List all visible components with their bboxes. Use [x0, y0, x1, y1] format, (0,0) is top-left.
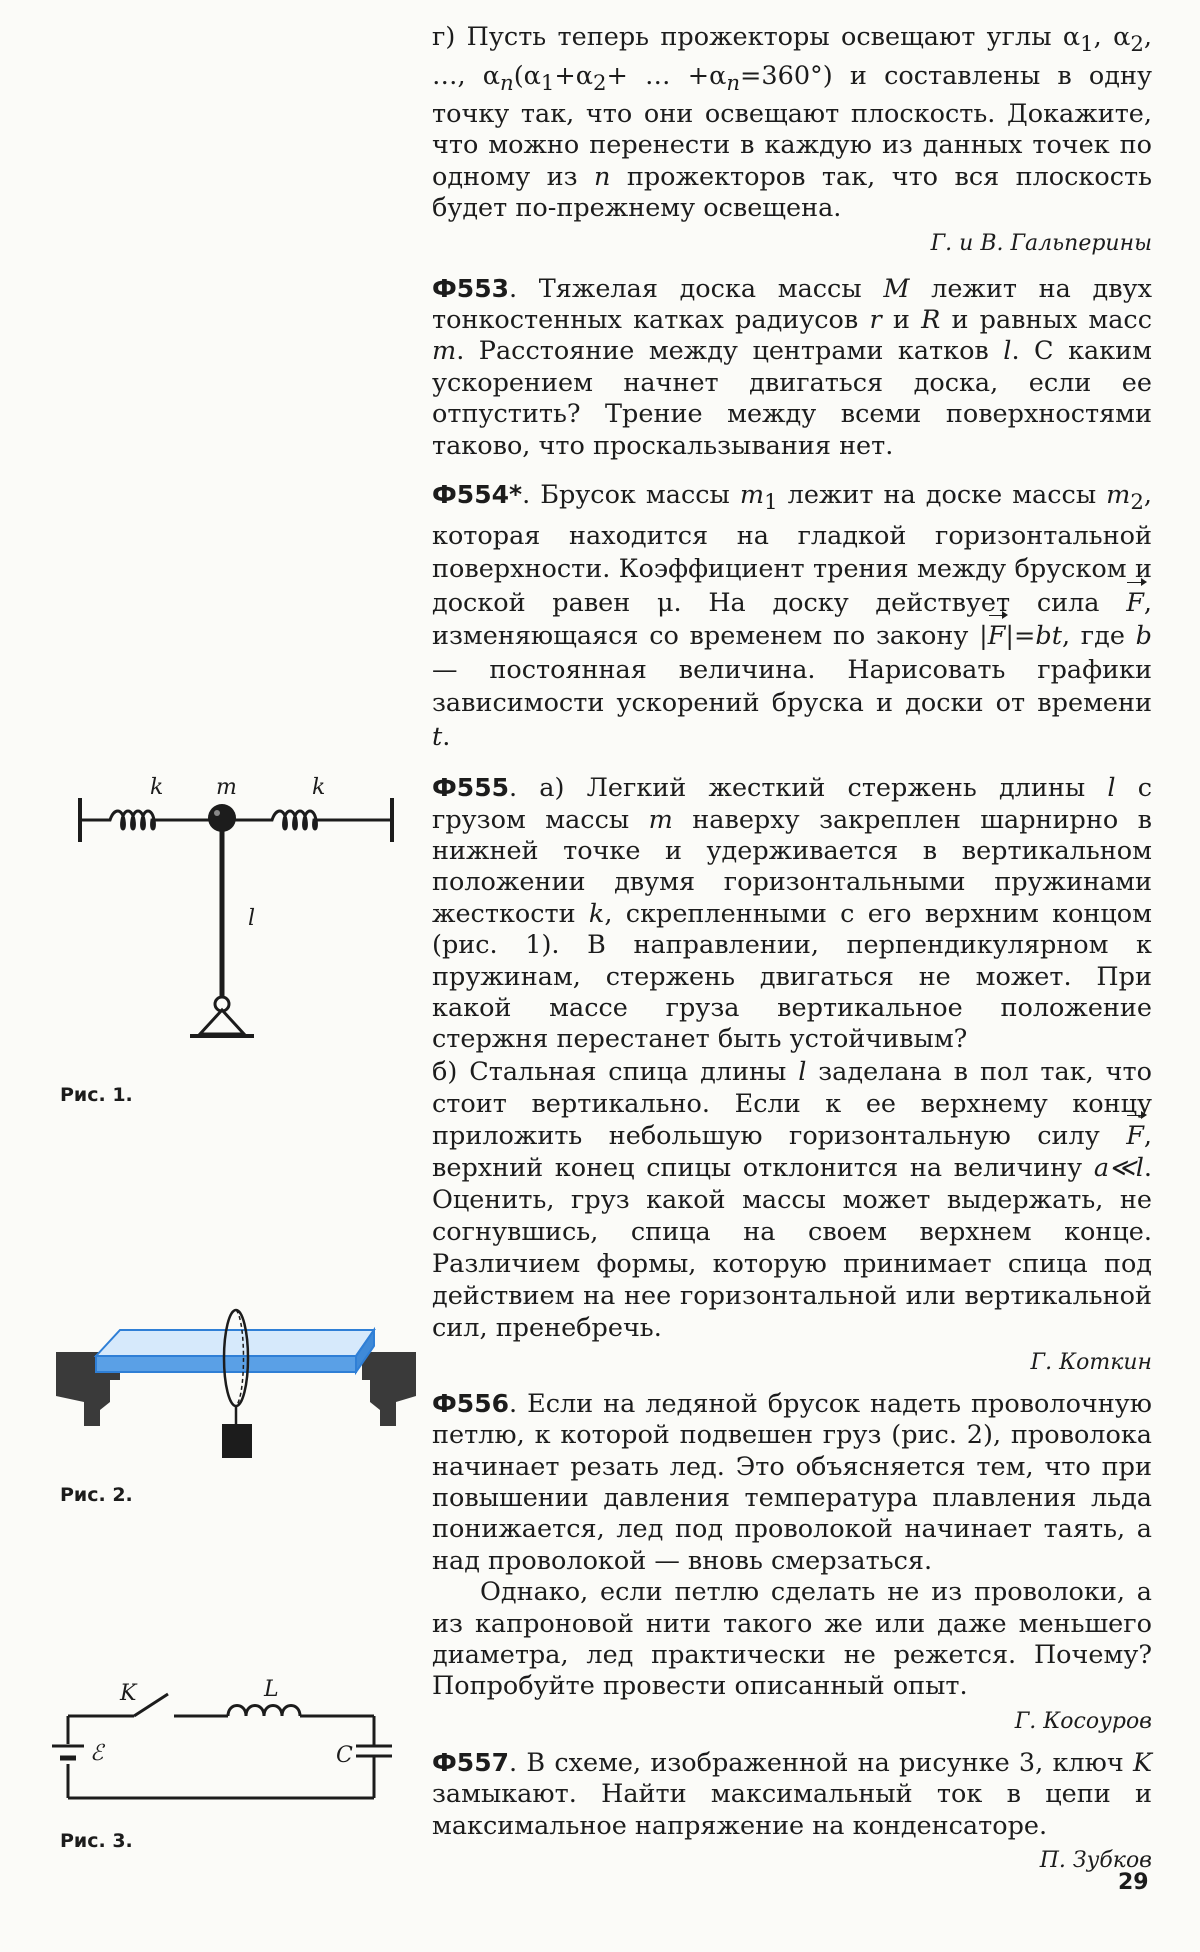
- label-K: K: [120, 1681, 137, 1706]
- label-k-left: k: [150, 775, 164, 800]
- problem-f557-id: Ф557: [432, 1747, 509, 1777]
- figure-1-spring-rod: [50, 770, 410, 1050]
- key-switch: [134, 1694, 168, 1716]
- problem-f556-paragraph-2: Однако, если петлю сделать не из проволоки, а из капроновой нити такого же или даже меньшего диаметра, лед практически не режется. Почему? Попробуйте провести описанный опыт.: [432, 1577, 1152, 1702]
- figure-3-circuit: [50, 1677, 410, 1810]
- hanging-weight: [222, 1424, 252, 1458]
- inductor-coil: [228, 1706, 300, 1717]
- problem-f555-id: Ф555: [432, 773, 509, 803]
- mass-ball: [208, 804, 236, 832]
- page-number: 29: [1118, 1870, 1149, 1895]
- problem-f555-a: Ф555. а) Легкий жесткий стержень длины l с грузом массы m наверху закреплен шарнирно в нижней точке и удерживается в вертикальном положении двумя горизонтальными пружинами жесткости k, скрепленными с его верхним концом (рис. 1). В направлении, перпендикулярном к пружинам, стержень двигаться не может. При какой массе груза вертикальное положение стержня перестанет быть устойчивым?: [432, 773, 1152, 1055]
- ice-top: [96, 1330, 374, 1356]
- problem-g-author: Г. и В. Гальперины: [930, 230, 1152, 256]
- problem-f553-id: Ф553: [432, 273, 509, 303]
- problem-f554-id: Ф554*: [432, 480, 523, 510]
- label-m: m: [216, 775, 237, 800]
- problem-f554: Ф554*. Брусок массы $m_1$ лежит на доске массы $m_2$, которая находится на гладкой горизонтальной поверхности. Коэффициент трения между бруском и доской равен μ. На доску действует сила F, изменяющаяся со временем по закону |F|=bt, где b — постоянная величина. Нарисовать графики зависимости ускорений бруска и доски от времени t.: [432, 480, 1152, 752]
- figure-3-caption: Рис. 3.: [60, 1830, 133, 1852]
- problem-f557-author: П. Зубков: [1039, 1848, 1152, 1874]
- figure-2-caption: Рис. 2.: [60, 1484, 133, 1506]
- label-l: l: [248, 906, 256, 931]
- label-E: ℰ: [90, 1741, 104, 1766]
- problem-f556: Ф556. Если на ледяной брусок надеть проволочную петлю, к которой подвешен груз (рис. 2), проволока начинает резать лед. Это объясняется тем, что при повышении давления температура плавления льда понижается, лед под проволокой начинает таять, а над проволокой — вновь смерзаться.: [432, 1388, 1152, 1576]
- force-vector: F: [988, 620, 1006, 654]
- problem-f557: Ф557. В схеме, изображенной на рисунке 3, ключ K замыкают. Найти максимальный ток в цепи и максимальное напряжение на конденсаторе.: [432, 1747, 1152, 1841]
- force-vector: F: [1126, 1120, 1144, 1151]
- problem-g-text: г) Пусть теперь прожекторы освещают углы $\alpha_1$, $\alpha_2$, …, $\alpha_n(\alpha_1+\alpha_2+$ … $+\alpha_n=360^\circ$) и составлены в одну точку так, что они освещают плоскость. Докажите, что можно перенести в каждую из данных точек по одному из n прожекторов так, что вся плоскость будет по-прежнему освещена.: [432, 22, 1153, 224]
- force-vector: F: [1126, 587, 1144, 621]
- ice-front: [96, 1356, 356, 1372]
- problem-f555-b: б) Стальная спица длины l заделана в пол так, что стоит вертикально. Если к ее верхнему концу приложить небольшую горизонтальную силу F, верхний конец спицы отклонится на величину a≪l. Оценить, груз какой массы может выдержать, не согнувшись, спица на своем верхнем конце. Различием формы, которую принимает спица под действием на нее горизонтальной или вертикальной сил, пренебречь.: [432, 1056, 1152, 1343]
- problem-f556-id: Ф556: [432, 1388, 509, 1418]
- text-column: [432, 22, 1152, 1886]
- label-C: C: [336, 1743, 353, 1768]
- label-L: L: [264, 1677, 279, 1702]
- label-k-right: k: [312, 775, 326, 800]
- problem-f553: Ф553. Тяжелая доска массы M лежит на двух тонкостенных катках радиусов r и R и равных масс m. Расстояние между центрами катков l. С каким ускорением начнет двигаться доска, если ее отпустить? Трение между всеми поверхностями таково, что проскальзывания нет.: [432, 273, 1152, 461]
- figure-2-ice-block: [56, 1300, 416, 1460]
- figure-1-caption: Рис. 1.: [60, 1084, 133, 1106]
- problem-f555-author: Г. Коткин: [1030, 1349, 1152, 1375]
- problem-f556-author: Г. Косоуров: [1014, 1708, 1152, 1734]
